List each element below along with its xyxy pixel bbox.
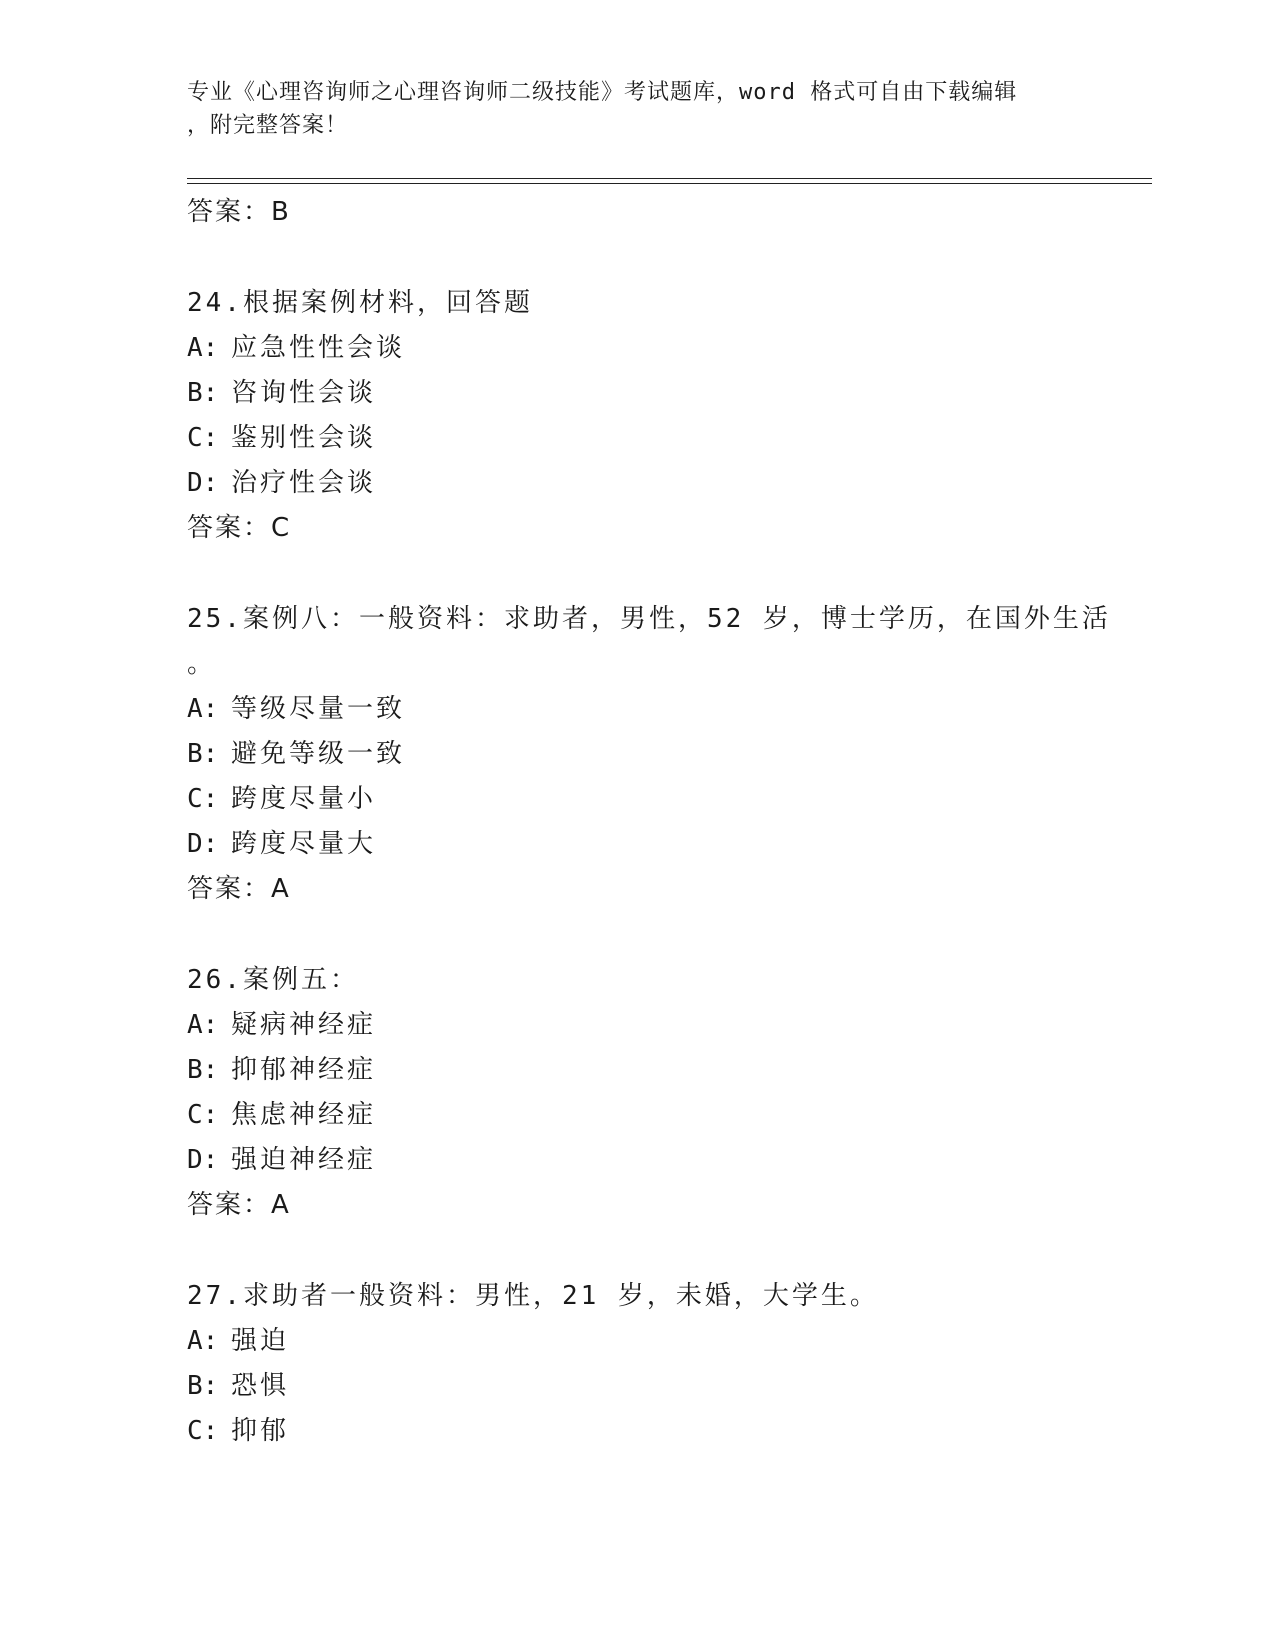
question-stem: 24.根据案例材料，回答题 (187, 288, 533, 318)
option-key: C: (187, 784, 219, 814)
option-b (187, 732, 1152, 777)
option-c (187, 1093, 1152, 1138)
answer-label: 答案： (187, 197, 272, 227)
spacer (187, 551, 1152, 597)
header-divider-bottom (187, 183, 1152, 184)
option-d (187, 1138, 1152, 1183)
document-header (187, 76, 1067, 142)
answer-line (187, 867, 1152, 912)
option-b (187, 371, 1152, 416)
option-text: 抑郁 (231, 1416, 290, 1446)
answer-value: A (271, 874, 290, 904)
option-key: B: (187, 739, 219, 769)
option-c (187, 416, 1152, 461)
option-text: 抑郁神经症 (231, 1055, 377, 1085)
option-key: C: (187, 423, 219, 453)
option-key: B: (187, 1371, 219, 1401)
answer-label: 答案： (187, 1190, 272, 1220)
option-text: 咨询性会谈 (231, 378, 377, 408)
answer-line (187, 1183, 1152, 1228)
option-key: B: (187, 1055, 219, 1085)
option-key: A: (187, 1326, 219, 1356)
question-25 (187, 597, 1152, 912)
option-text: 焦虑神经症 (231, 1100, 377, 1130)
answer-line (187, 506, 1152, 551)
header-divider-top (187, 178, 1152, 179)
question-26 (187, 958, 1152, 1228)
option-key: A: (187, 694, 219, 724)
question-27 (187, 1274, 1152, 1454)
option-a (187, 1003, 1152, 1048)
option-text: 跨度尽量小 (231, 784, 377, 814)
answer-label: 答案： (187, 874, 272, 904)
option-text: 应急性性会谈 (231, 333, 406, 363)
option-key: D: (187, 829, 219, 859)
answer-line (187, 190, 1152, 235)
option-a (187, 326, 1152, 371)
option-key: A: (187, 333, 219, 363)
answer-value: C (271, 513, 291, 543)
option-b (187, 1364, 1152, 1409)
spacer (187, 235, 1152, 281)
question-24 (187, 281, 1152, 551)
option-key: B: (187, 378, 219, 408)
option-text: 强迫神经症 (231, 1145, 377, 1175)
answer-value: A (271, 1190, 290, 1220)
option-d (187, 461, 1152, 506)
option-key: C: (187, 1416, 219, 1446)
option-text: 治疗性会谈 (231, 468, 377, 498)
option-text: 避免等级一致 (231, 739, 406, 769)
answer-label: 答案： (187, 513, 272, 543)
header-line-1: 专业《心理咨询师之心理咨询师二级技能》考试题库，word 格式可自由下载编辑 (187, 80, 1018, 105)
question-stem: 26.案例五： (187, 965, 359, 995)
header-line-2: ，附完整答案！ (187, 113, 349, 138)
question-list (187, 190, 1152, 1454)
option-key: D: (187, 1145, 219, 1175)
option-text: 恐惧 (231, 1371, 290, 1401)
option-text: 等级尽量一致 (231, 694, 406, 724)
option-text: 鉴别性会谈 (231, 423, 377, 453)
option-c (187, 1409, 1152, 1454)
option-key: C: (187, 1100, 219, 1130)
option-key: A: (187, 1010, 219, 1040)
spacer (187, 1228, 1152, 1274)
option-key: D: (187, 468, 219, 498)
option-text: 跨度尽量大 (231, 829, 377, 859)
option-text: 疑病神经症 (231, 1010, 377, 1040)
option-c (187, 777, 1152, 822)
spacer (187, 912, 1152, 958)
question-stem-continuation: 。 (187, 649, 214, 679)
answer-value: B (271, 197, 290, 227)
option-d (187, 822, 1152, 867)
option-a (187, 687, 1152, 732)
question-stem: 25.案例八：一般资料：求助者，男性，52 岁，博士学历，在国外生活 (187, 604, 1111, 634)
option-b (187, 1048, 1152, 1093)
option-a (187, 1319, 1152, 1364)
question-stem: 27.求助者一般资料：男性，21 岁，未婚，大学生。 (187, 1281, 879, 1311)
option-text: 强迫 (231, 1326, 290, 1356)
